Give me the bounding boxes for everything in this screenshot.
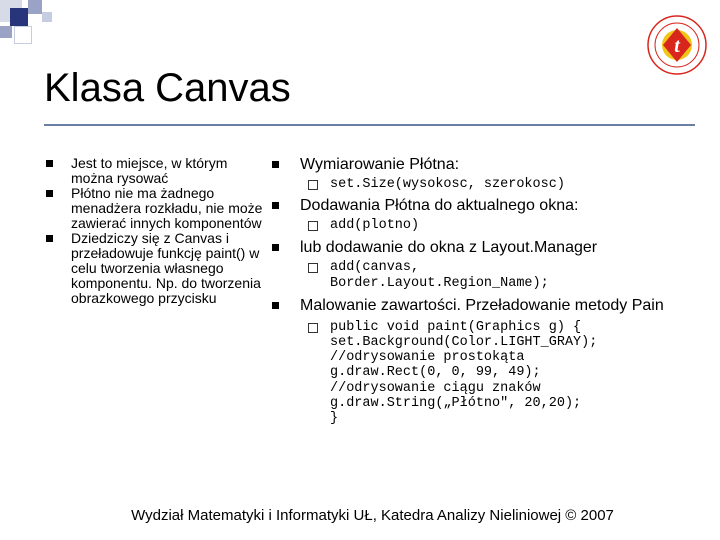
list-item: [44, 231, 274, 306]
code-snippet: set.Size(wysokosc, szerokosc): [330, 177, 565, 192]
slide-title: Klasa Canvas: [44, 66, 291, 110]
hollow-square-bullet-icon: [308, 263, 318, 273]
sub-item: [308, 177, 710, 192]
square-bullet-icon: [46, 160, 53, 167]
hollow-square-bullet-icon: [308, 180, 318, 190]
code-snippet: add(plotno): [330, 218, 420, 234]
square-bullet-icon: [272, 302, 279, 309]
university-logo: [646, 14, 708, 76]
code-snippet: public void paint(Graphics g) { set.Background(Color.LIGHT_GRAY); //odrysowanie prostokąta g.draw.Rect(0, 0, 99, 49); //odrysowanie ciągu znaków g.draw.String(„Płótno", 20,20); }: [330, 319, 598, 427]
code-snippet: add(canvas, Border.Layout.Region_Name);: [330, 260, 549, 291]
title-divider: [44, 124, 695, 126]
right-column: [270, 156, 710, 426]
list-item: [270, 297, 710, 314]
sub-item: [308, 320, 710, 426]
square-bullet-icon: [46, 190, 53, 197]
bullet-text: Wymiarowanie Płótna:: [300, 156, 460, 173]
logo-letter: t: [674, 35, 680, 57]
sub-item: [308, 260, 710, 290]
square-bullet-icon: [272, 202, 279, 209]
sub-item: [308, 218, 710, 233]
bullet-text: Malowanie zawartości. Przeładowanie metody Pain: [300, 296, 664, 314]
hollow-square-bullet-icon: [308, 323, 318, 333]
bullet-text: Płótno nie ma żadnego menadżera rozkładu, nie może zawierać innych komponentów: [71, 185, 263, 231]
list-item: [270, 197, 710, 214]
bullet-text: lub dodawanie do okna z Layout.Manager: [300, 239, 598, 257]
list-item: [270, 156, 710, 173]
bullet-text: Dodawania Płótna do aktualnego okna:: [300, 197, 579, 215]
bullet-text: Dziedziczy się z Canvas i przeładowuje funkcję paint() w celu tworzenia własnego komponentu. Np. do tworzenia obrazkowego przycisku: [71, 230, 261, 306]
hollow-square-bullet-icon: [308, 221, 318, 231]
list-item: [44, 186, 274, 231]
bullet-text: Jest to miejsce, w którym można rysować: [71, 155, 228, 186]
square-bullet-icon: [46, 235, 53, 242]
square-bullet-icon: [272, 244, 279, 251]
footer-text: Wydział Matematyki i Informatyki UŁ, Katedra Analizy Nieliniowej © 2007: [131, 507, 614, 524]
list-item: [270, 239, 710, 256]
list-item: [44, 156, 274, 186]
square-bullet-icon: [272, 161, 279, 168]
left-column: [44, 156, 274, 306]
